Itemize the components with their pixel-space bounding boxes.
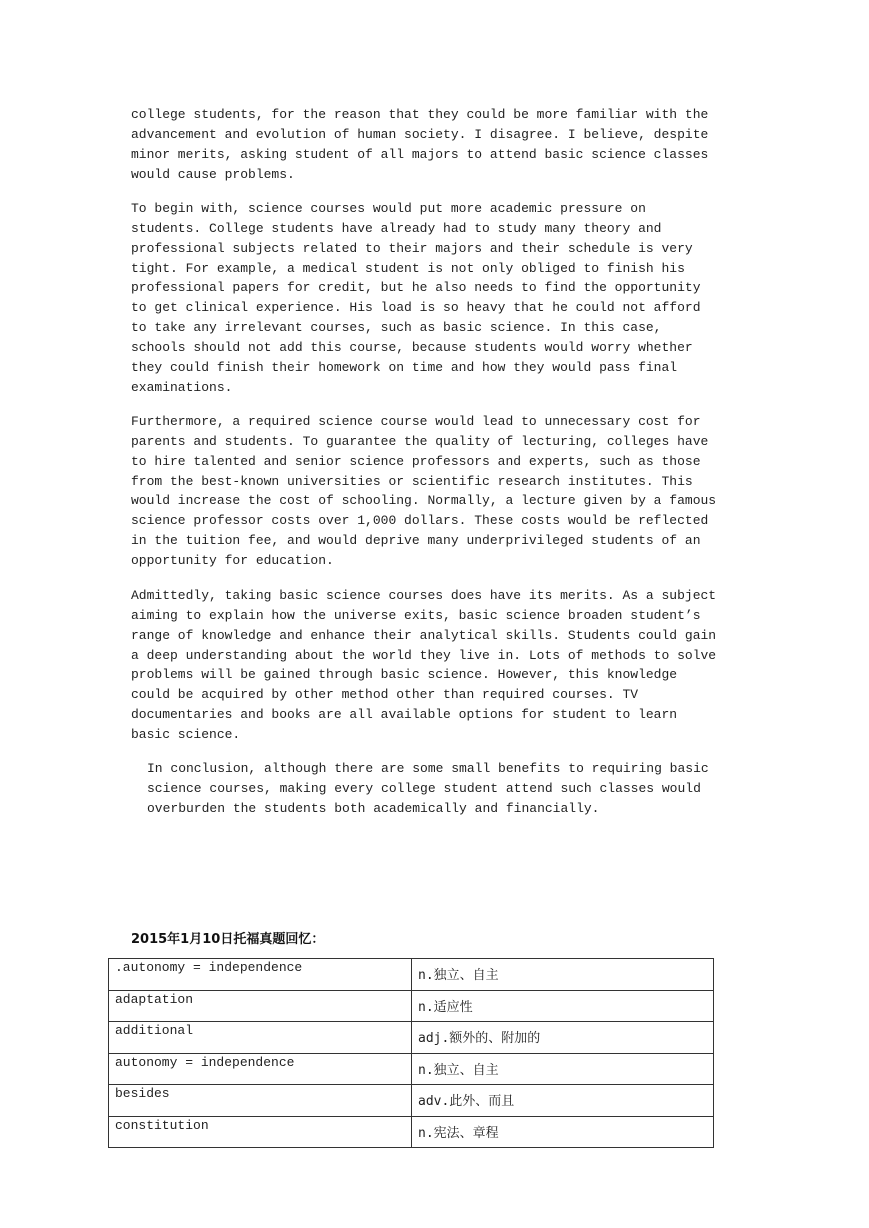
essay-paragraph-concession: Admittedly, taking basic science courses does have its merits. As a subject aiming to explain how the universe exits, basic science broaden student’s range of knowledge and enhance their analytical skills. Students could gain a deep understanding about the world they live in. Lots of methods to solve problems will be gained through basic science. However, this knowledge could be acquired by other method other than required courses. TV documentaries and books are all available options for student to learn basic science. bbox=[131, 588, 717, 742]
vocab-term: additional bbox=[109, 1022, 412, 1054]
vocab-term: autonomy = independence bbox=[109, 1053, 412, 1085]
essay-paragraph-intro: college students, for the reason that they could be more familiar with the advancement and evolution of human society. I disagree. I believe, despite minor merits, asking student of all majors to attend basic science classes would cause problems. bbox=[131, 107, 709, 182]
vocab-term: adaptation bbox=[109, 990, 412, 1022]
vocab-meaning: n.适应性 bbox=[412, 990, 714, 1022]
vocab-meaning: adv.此外、而且 bbox=[412, 1085, 714, 1117]
vocab-term: .autonomy = independence bbox=[109, 959, 412, 991]
vocab-meaning: n.独立、自主 bbox=[412, 959, 714, 991]
table-row bbox=[109, 1116, 714, 1148]
table-row bbox=[109, 990, 714, 1022]
essay-paragraph-conclusion: In conclusion, although there are some small benefits to requiring basic science courses, making every college student attend such classes would overburden the students both academically and financially. bbox=[147, 761, 709, 816]
table-row bbox=[109, 1085, 714, 1117]
essay-paragraph-academic-pressure: To begin with, science courses would put more academic pressure on students. College students have already had to study many theory and professional subjects related to their majors and their schedule is very tight. For example, a medical student is not only obliged to finish his professional papers for credit, but he also needs to find the opportunity to get clinical experience. His load is so heavy that he could not afford to take any irrelevant courses, such as basic science. In this case, schools should not add this course, because students would worry whether they could finish their homework on time and how they would pass final examinations. bbox=[131, 201, 701, 395]
vocab-meaning: n.宪法、章程 bbox=[412, 1116, 714, 1148]
vocab-heading: 2015年1月10日托福真题回忆： bbox=[131, 932, 325, 947]
vocab-meaning: adj.额外的、附加的 bbox=[412, 1022, 714, 1054]
table-row bbox=[109, 1022, 714, 1054]
vocab-term: constitution bbox=[109, 1116, 412, 1148]
table-row bbox=[109, 1053, 714, 1085]
essay-paragraph-cost: Furthermore, a required science course would lead to unnecessary cost for parents and students. To guarantee the quality of lecturing, colleges have to hire talented and senior science professors and experts, such as those from the best-known universities or scientific research institutes. This would increase the cost of schooling. Normally, a lecture given by a famous science professor costs over 1,000 dollars. These costs would be reflected in the tuition fee, and would deprive many underprivileged students of an opportunity for education. bbox=[131, 414, 717, 568]
table-row bbox=[109, 959, 714, 991]
vocab-table bbox=[108, 958, 714, 1148]
vocab-meaning: n.独立、自主 bbox=[412, 1053, 714, 1085]
vocab-term: besides bbox=[109, 1085, 412, 1117]
